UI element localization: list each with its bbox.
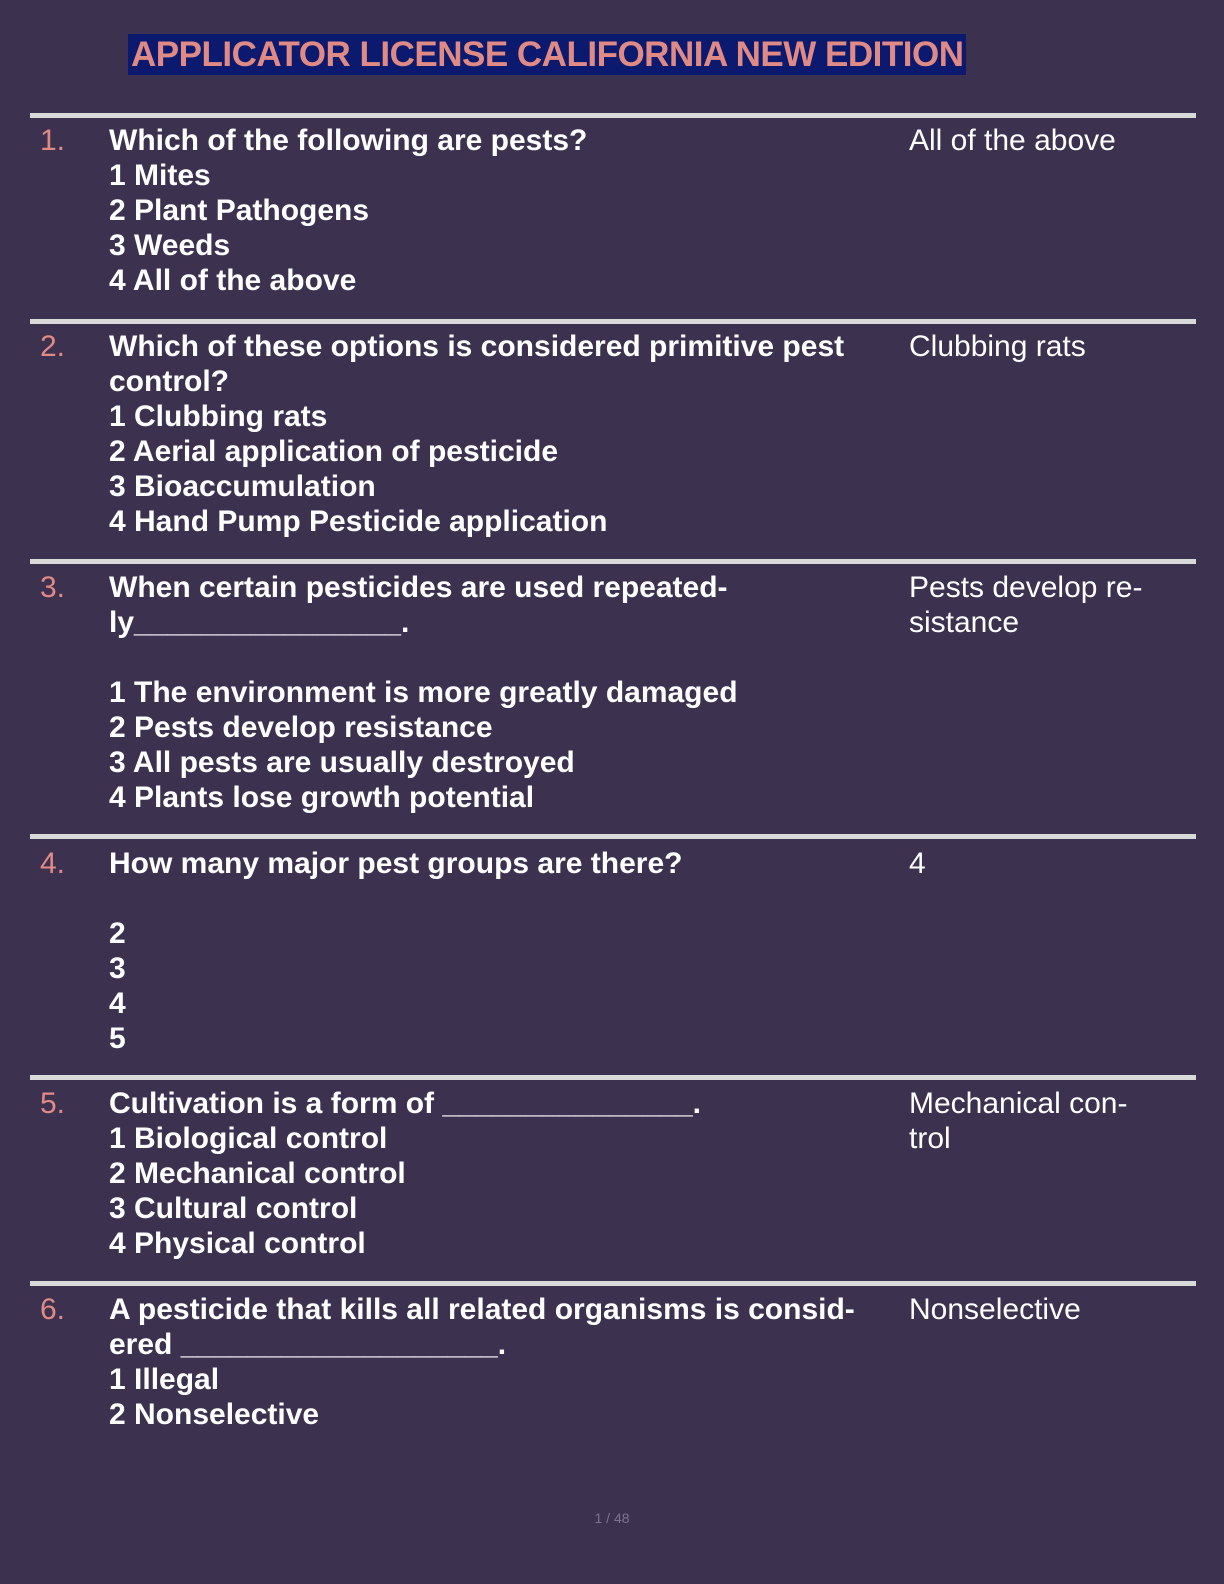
- question-number: 3.: [40, 571, 66, 604]
- page-indicator: 1 / 48: [594, 1510, 630, 1526]
- option-item: 5: [109, 1022, 126, 1055]
- spacer: [109, 881, 899, 916]
- question-line: ered ___________________.: [109, 1328, 507, 1361]
- option-item: 4 Plants lose growth potential: [109, 781, 535, 814]
- answer-line: Nonselective: [909, 1293, 1081, 1326]
- option-item: 1 Clubbing rats: [109, 400, 328, 433]
- divider-rule: [30, 559, 1196, 564]
- question-number: 6.: [40, 1293, 66, 1326]
- option-item: 2 Mechanical control: [109, 1157, 406, 1190]
- question-text: [109, 1292, 899, 1432]
- option-item: 2: [109, 917, 126, 950]
- question-line: A pesticide that kills all related organisms is consid-: [109, 1293, 855, 1326]
- option-item: 3 All pests are usually destroyed: [109, 746, 575, 779]
- divider-rule: [30, 319, 1196, 324]
- title-bar: [128, 34, 966, 75]
- answer-line: Pests develop re-: [909, 571, 1143, 604]
- question-number: 1.: [40, 124, 66, 157]
- option-item: 1 Mites: [109, 159, 211, 192]
- answer-text: [909, 1292, 1199, 1327]
- answer-text: [909, 1086, 1199, 1156]
- question-line: ly________________.: [109, 606, 410, 639]
- divider-rule: [30, 113, 1196, 118]
- answer-line: 4: [909, 847, 926, 880]
- question-number: 2.: [40, 330, 66, 363]
- option-item: 4 Physical control: [109, 1227, 366, 1260]
- option-item: 4 Hand Pump Pesticide application: [109, 505, 608, 538]
- question-line: control?: [109, 365, 229, 398]
- question-text: [109, 570, 899, 815]
- answer-text: [909, 329, 1199, 364]
- option-item: 3 Bioaccumulation: [109, 470, 376, 503]
- question-text: [109, 329, 899, 539]
- question-number: 5.: [40, 1087, 66, 1120]
- question-line: Which of these options is considered primitive pest: [109, 330, 845, 363]
- question-text: [109, 1086, 899, 1261]
- option-item: 2 Nonselective: [109, 1398, 320, 1431]
- answer-line: sistance: [909, 606, 1020, 639]
- answer-line: Mechanical con-: [909, 1087, 1128, 1120]
- document-title: APPLICATOR LICENSE CALIFORNIA NEW EDITION: [128, 34, 966, 75]
- answer-line: All of the above: [909, 124, 1116, 157]
- option-item: 2 Aerial application of pesticide: [109, 435, 559, 468]
- question-text: [109, 846, 899, 1056]
- option-item: 3: [109, 952, 126, 985]
- answer-text: [909, 570, 1199, 640]
- answer-text: [909, 123, 1199, 158]
- question-line: Which of the following are pests?: [109, 124, 588, 157]
- divider-rule: [30, 1075, 1196, 1080]
- option-item: 2 Pests develop resistance: [109, 711, 493, 744]
- question-number: 4.: [40, 847, 66, 880]
- option-item: 2 Plant Pathogens: [109, 194, 370, 227]
- option-item: 4: [109, 987, 126, 1020]
- option-item: 3 Weeds: [109, 229, 231, 262]
- question-line: Cultivation is a form of _______________.: [109, 1087, 701, 1120]
- divider-rule: [30, 1281, 1196, 1286]
- question-line: When certain pesticides are used repeated-: [109, 571, 728, 604]
- option-item: 1 The environment is more greatly damaged: [109, 676, 738, 709]
- question-line: How many major pest groups are there?: [109, 847, 683, 880]
- answer-text: [909, 846, 1199, 881]
- answer-line: Clubbing rats: [909, 330, 1086, 363]
- option-item: 3 Cultural control: [109, 1192, 358, 1225]
- question-text: [109, 123, 899, 298]
- answer-line: trol: [909, 1122, 951, 1155]
- spacer: [109, 640, 899, 675]
- divider-rule: [30, 834, 1196, 839]
- option-item: 1 Illegal: [109, 1363, 220, 1396]
- option-item: 4 All of the above: [109, 264, 357, 297]
- option-item: 1 Biological control: [109, 1122, 388, 1155]
